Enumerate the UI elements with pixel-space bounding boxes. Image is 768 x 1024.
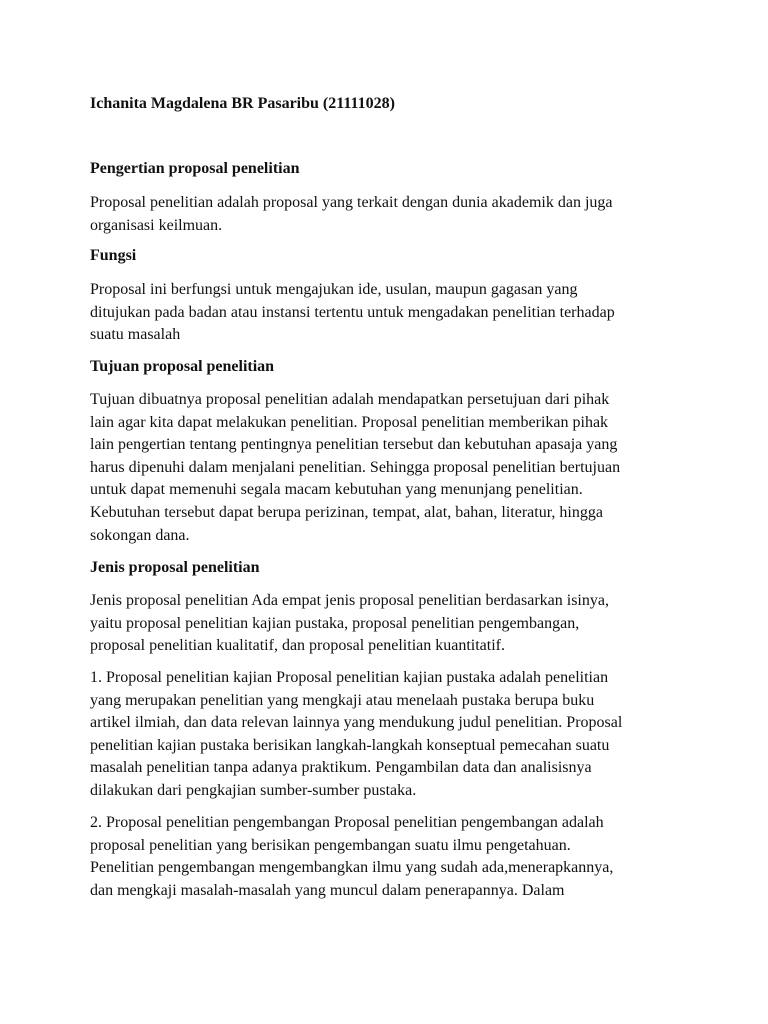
text-line: untuk dapat memenuhi segala macam kebutuhan yang menunjang penelitian. [90,481,583,499]
text-line: artikel ilmiah, dan data relevan lainnya yang mendukung judul penelitian. Proposal [90,714,623,732]
heading-fungsi: Fungsi [90,247,137,264]
text-line: lain agar kita dapat melakukan penelitian. Proposal penelitian memberikan pihak [90,413,609,431]
text-line: Tujuan dibuatnya proposal penelitian adalah mendapatkan persetujuan dari pihak [90,391,610,408]
text-line: yang merupakan penelitian yang mengkaji atau menelaah pustaka berupa buku [90,691,595,709]
text-line: lain pengertian tentang pentingnya penelitian tersebut dan kebutuhan apasaja yang [90,436,618,454]
text-line: sokongan dana. [90,526,190,544]
text-line: masalah penelitian tanpa adanya praktikum. Pengambilan data dan analisisnya [90,759,592,777]
text-line: proposal penelitian kualitatif, dan proposal penelitian kuantitatif. [90,637,505,655]
text-line: harus dipenuhi dalam menjalani penelitian. Sehingga proposal penelitian bertujuan [90,458,621,476]
text-line: ditujukan pada badan atau instansi tertentu untuk mengadakan penelitian terhadap [90,303,615,321]
text-line: 1. Proposal penelitian kajian Proposal penelitian kajian pustaka adalah penelitian [90,669,609,686]
text-line: dilakukan dari pengkajian sumber-sumber pustaka. [90,781,417,799]
paragraph-jenis [90,590,690,658]
heading-tujuan: Tujuan proposal penelitian [90,358,275,375]
heading-pengertian: Pengertian proposal penelitian [90,160,300,177]
text-line: Proposal ini berfungsi untuk mengajukan ide, usulan, maupun gagasan yang [90,281,578,298]
text-line: organisasi keilmuan. [90,216,223,234]
paragraph-tujuan [90,389,690,547]
text-line: Proposal penelitian adalah proposal yang terkait dengan dunia akademik dan juga [90,194,613,211]
text-line: penelitian kajian pustaka berisikan langkah-langkah konseptual pemecahan suatu [90,736,610,754]
text-line: suatu masalah [90,326,181,344]
text-line: 2. Proposal penelitian pengembangan Proposal penelitian pengembangan adalah [90,814,604,831]
paragraph-fungsi [90,279,690,347]
text-line: Penelitian pengembangan mengembangkan ilmu yang sudah ada,menerapkannya, [90,859,614,877]
text-line: Jenis proposal penelitian Ada empat jenis proposal penelitian berdasarkan isinya, [90,592,609,609]
paragraph-pengertian [90,192,690,237]
text-line: Kebutuhan tersebut dapat berupa perizinan, tempat, alat, bahan, literatur, hingga [90,503,603,521]
list-item-pengembangan [90,812,690,902]
list-item-kajian-pustaka [90,667,690,803]
text-line: dan mengkaji masalah-masalah yang muncul dalam penerapannya. Dalam [90,881,565,899]
heading-jenis: Jenis proposal penelitian [90,559,260,576]
text-line: proposal penelitian yang berisikan pengembangan suatu ilmu pengetahuan. [90,836,571,854]
author-line: Ichanita Magdalena BR Pasaribu (21111028) [90,95,395,112]
text-line: yaitu proposal penelitian kajian pustaka, proposal penelitian pengembangan, [90,614,580,632]
